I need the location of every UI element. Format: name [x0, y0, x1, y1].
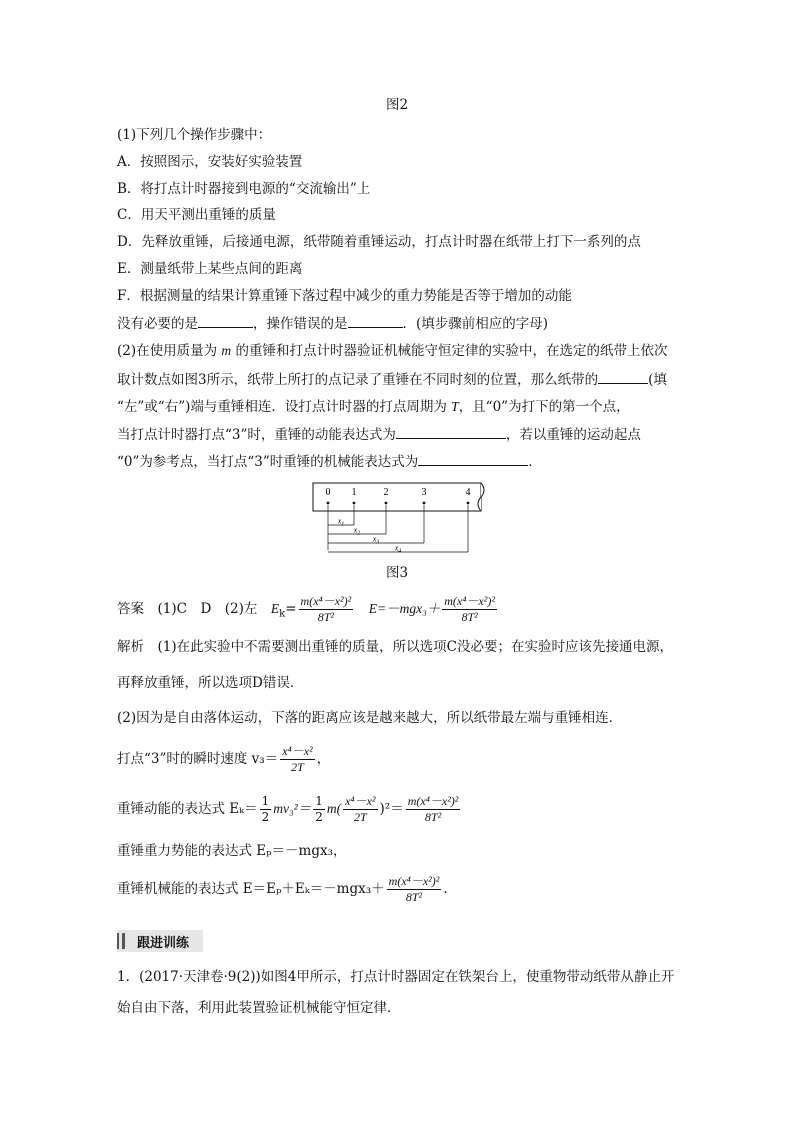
tape-point-label: 3: [421, 487, 427, 498]
section-tag-label: 跟进训练: [137, 936, 190, 951]
step-e: E．测量纸带上某些点间的距离: [117, 261, 303, 277]
question-2-line-2: 取计数点如图3所示，纸带上所打的点记录了重锤在不同时刻的位置，那么纸带的 (填: [117, 369, 667, 390]
distance-label: $x_1$: [337, 516, 345, 528]
figure-3-tape-diagram: [310, 480, 490, 555]
tag-bar-icon: [117, 933, 119, 949]
analysis-line-2: 再释放重锤，所以选项D错误．: [117, 675, 304, 691]
tape-strip: [313, 483, 481, 511]
step-d: D．先释放重锤，后接通电源，纸带随着重锤运动，打点计时器在纸带上打下一系列的点: [117, 234, 641, 250]
answer-blank[interactable]: [418, 451, 528, 466]
figure-2-caption: 图2: [385, 97, 409, 113]
question-2-line-3: “左”或“右”)端与重锤相连．设打点计时器的打点周期为 T，且“0”为打下的第一个点，: [117, 399, 630, 415]
exercise-1-line-1: 1．(2017·天津卷·9(2))如图4甲所示，打点计时器固定在铁架台上，使重物带动纸带从静止开: [117, 969, 675, 985]
analysis-line-3: (2)因为是自由落体运动，下落的距离应该是越来越大，所以纸带最左端与重锤相连．: [117, 710, 623, 726]
answer-blank[interactable]: [598, 369, 648, 384]
tag-bar-icon: [122, 933, 125, 949]
question-2-line-4: 当打点计时器打点“3”时，重锤的动能表达式为 ，若以重锤的运动起点: [117, 424, 641, 445]
tape-dot: [467, 502, 470, 505]
question-2-line-1: (2)在使用质量为 m 的重锤和打点计时器验证机械能守恒定律的实验中，在选定的纸带上依次: [117, 343, 668, 359]
tape-dot: [353, 502, 356, 505]
question-1-tail: 没有必要的是 ，操作错误的是 ．(填步骤前相应的字母): [117, 313, 548, 334]
question-1-intro: (1)下列几个操作步骤中：: [117, 127, 272, 143]
answer-blank[interactable]: [198, 313, 253, 328]
tape-point-label: 0: [325, 487, 331, 498]
answer-blank[interactable]: [348, 313, 403, 328]
tape-dot: [423, 502, 426, 505]
kinetic-energy-expression: 重锤动能的表达式 Eₖ＝ $\frac{1}{2}$ mv₃²＝ $\frac{1}{2}$ m( $\frac{\text{x⁴－x²}}{2T}$ )²＝ $\frac{\text{m(x⁴－x²)²}}{\text{8T²}}$: [117, 794, 459, 824]
step-a: A．按照图示，安装好实验装置: [117, 154, 303, 170]
tape-dot: [327, 502, 330, 505]
step-b: B．将打点计时器接到电源的“交流输出”上: [117, 181, 371, 197]
step-c: C．用天平测出重锤的质量: [117, 207, 276, 223]
section-tag: [117, 930, 203, 952]
step-f: F．根据测量的结果计算重锤下落过程中减少的重力势能是否等于增加的动能: [117, 288, 572, 304]
answer-line: 答案 (1)C D (2)左 $E_k=$ $\frac{\text{m(x⁴－x²)²}}{\text{8T²}}$ E=－mgx₃＋ $\frac{\text{m(x⁴－x²)²}}{\text{8T²}}$: [117, 594, 495, 624]
analysis-line-1: 解析 (1)在此实验中不需要测出重锤的质量，所以选项C没必要；在实验时应该先接通电源，: [117, 639, 673, 655]
mechanical-energy-expression: 重锤机械能的表达式 E＝Eₚ＋Eₖ＝－mgx₃＋ $\frac{\text{m(x⁴－x²)²}}{\text{8T²}}$ .: [117, 874, 448, 904]
question-2-line-5: “0”为参考点，当打点“3”时重锤的机械能表达式为 ．: [117, 451, 542, 472]
velocity-expression: 打点“3”时的瞬时速度 v₃＝ $\frac{\text{x⁴－x²}}{2T}$ ，: [117, 744, 331, 774]
distance-label: $x_2$: [353, 525, 361, 537]
distance-label: $x_4$: [394, 543, 402, 555]
tape-dot: [385, 502, 388, 505]
answer-blank[interactable]: [396, 424, 506, 439]
tape-point-label: 2: [383, 487, 389, 498]
tape-point-label: 1: [351, 487, 357, 498]
potential-energy-expression: 重锤重力势能的表达式 Eₚ＝－mgx₃，: [117, 843, 347, 859]
figure-3-caption: 图3: [385, 565, 409, 581]
exercise-1-line-2: 始自由下落，利用此装置验证机械能守恒定律．: [117, 1000, 401, 1016]
tape-point-label: 4: [465, 487, 471, 498]
distance-label: $x_3$: [372, 534, 380, 546]
